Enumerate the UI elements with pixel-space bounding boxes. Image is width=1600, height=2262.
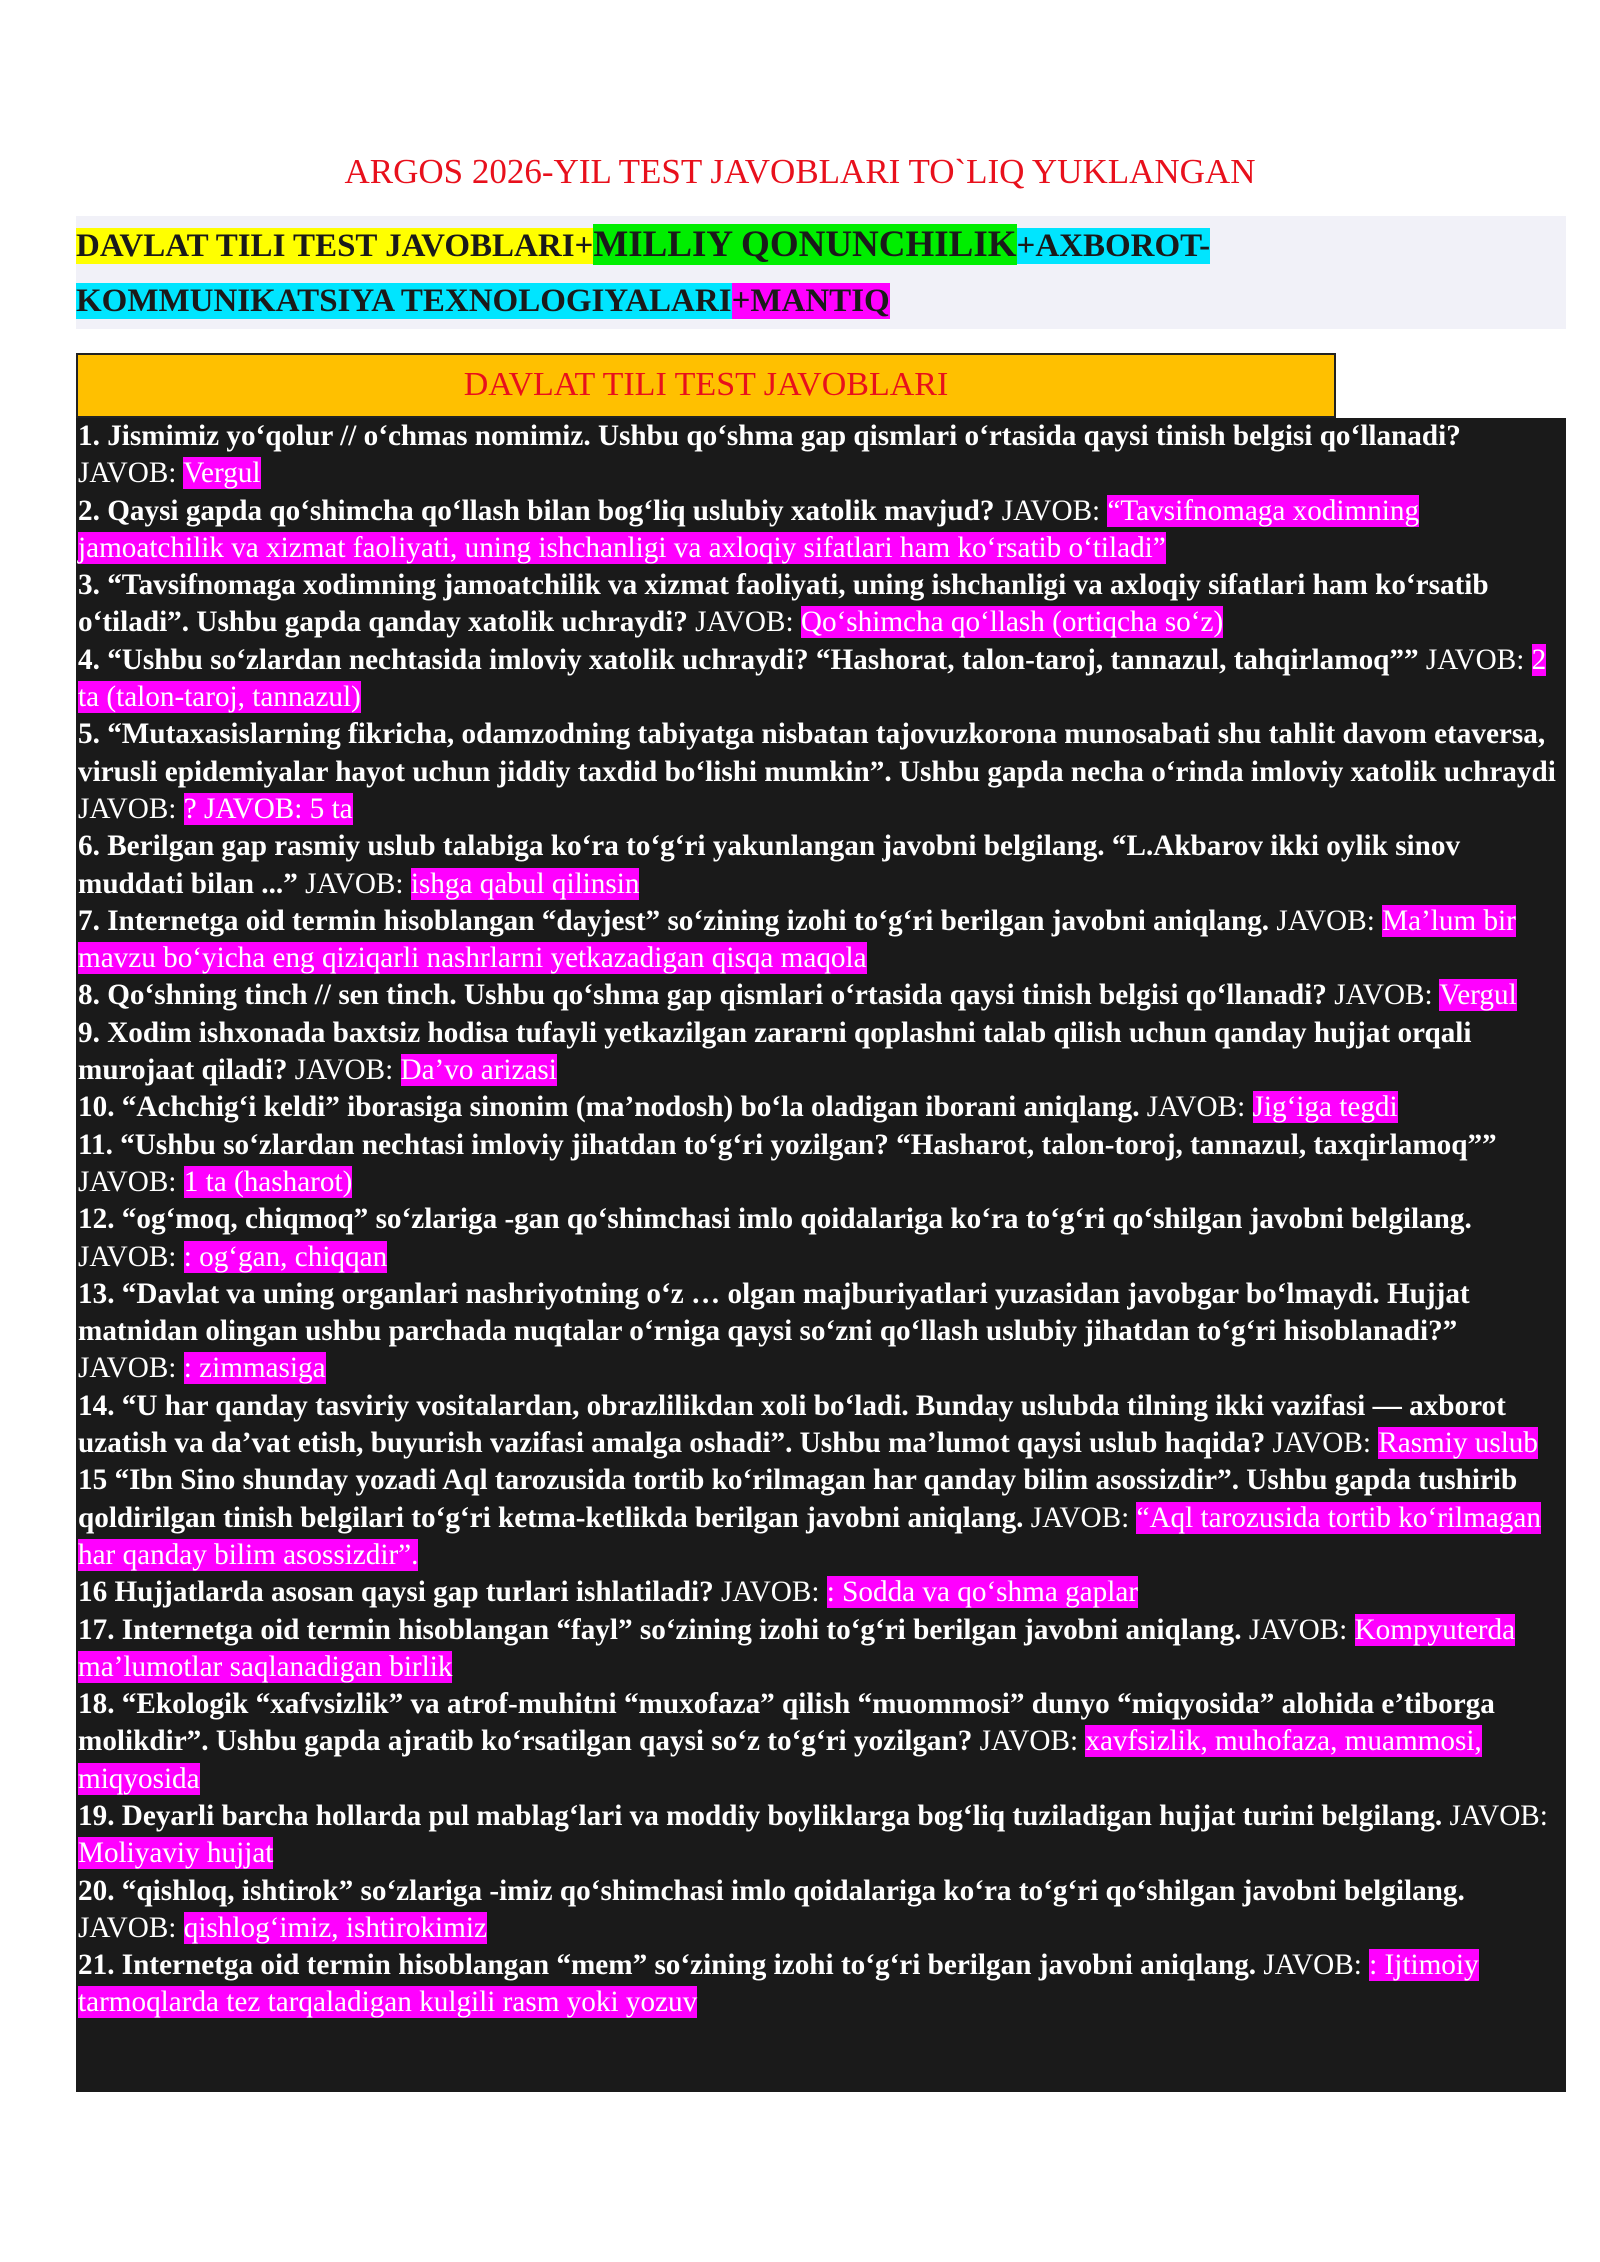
answer-text: “Aql tarozusida tortib ko‘rilmagan har qanday bilim asossizdir”. <box>78 1501 1541 1571</box>
qa-item <box>78 1612 1562 1687</box>
question-text: 10. “Achchig‘i keldi” iborasiga sinonim (ma’nodosh) bo‘la oladigan iborani aniqlang. <box>78 1091 1140 1124</box>
qa-item <box>78 903 1562 978</box>
answer-text: “Tavsifnomaga xodimning jamoatchilik va xizmat faoliyati, uning ishchanligi va axloqiy sifatlari ham ko‘rsatib o‘tiladi” <box>78 494 1420 564</box>
qa-item <box>78 418 1562 493</box>
question-text: 3. “Tavsifnomaga xodimning jamoatchilik va xizmat faoliyati, uning ishchanligi va axloqiy sifatlari ham ko‘rsatib o‘tiladi”. Ushbu gapda qanday xatolik uchraydi? <box>78 569 1489 639</box>
answer-label: JAVOB: <box>1272 1427 1371 1460</box>
answer-text: 1 ta (hasharot) <box>183 1165 353 1198</box>
answer-label: JAVOB: <box>78 1352 177 1385</box>
answer-label: JAVOB: <box>1001 494 1101 527</box>
qa-item <box>78 977 1562 1014</box>
qa-item <box>78 642 1562 717</box>
question-text: 11. “Ushbu so‘zlardan nechtasi imloviy jihatdan to‘g‘ri yozilgan? “Hasharot, talon-toroj, tannazul, taxqirlamoq”” <box>78 1128 1497 1161</box>
answer-text: Qo‘shimcha qo‘llash (ortiqcha so‘z) <box>800 606 1224 639</box>
qa-item <box>78 1686 1562 1798</box>
answer-label: JAVOB: <box>1425 643 1525 676</box>
answer-text: Kompyuterda ma’lumotlar saqlanadigan birlik <box>78 1613 1516 1683</box>
answer-text: Rasmiy uslub <box>1378 1427 1538 1460</box>
qa-item <box>78 1201 1562 1276</box>
qa-item <box>78 716 1562 828</box>
qa-item <box>78 1574 1562 1611</box>
question-text: 6. Berilgan gap rasmiy uslub talabiga ko‘ra to‘g‘ri yakunlangan javobni belgilang. “L.Akbarov ikki oylik sinov muddati bilan ...” <box>78 830 1461 900</box>
answer-text: : Ijtimoiy tarmoqlarda tez tarqaladigan kulgili rasm yoki yozuv <box>78 1949 1479 2019</box>
answer-label: JAVOB: <box>1030 1501 1130 1534</box>
document-title: ARGOS 2026-YIL TEST JAVOBLARI TO`LIQ YUKLANGAN <box>344 152 1256 191</box>
qa-item <box>78 1947 1562 2022</box>
qa-item <box>78 1462 1562 1574</box>
question-text: 7. Internetga oid termin hisoblangan “dayjest” so‘zining izohi to‘g‘ri berilgan javobni aniqlang. <box>78 904 1270 937</box>
answer-label: JAVOB: <box>979 1725 1079 1758</box>
answer-text: Vergul <box>183 457 261 490</box>
qa-item <box>78 828 1562 903</box>
qa-item <box>78 1127 1562 1202</box>
question-text: 4. “Ushbu so‘zlardan nechtasida imloviy xatolik uchraydi? “Hashorat, talon-taroj, tannazul, tahqirlamoq”” <box>78 643 1419 676</box>
answers-block <box>76 418 1566 2092</box>
question-text: 15 “Ibn Sino shunday yozadi Aql tarozusida tortib ko‘rilmagan har qanday bilim asossizdir”. Ushbu gapda tushirib qoldirilgan tinish belgilari to‘g‘ri ketma-ketlikda berilgan javobni aniqlang. <box>78 1464 1518 1534</box>
banner-axborot: +AXBOROT- <box>1016 228 1211 264</box>
qa-item <box>78 1276 1562 1388</box>
question-text: 5. “Mutaxasislarning fikricha, odamzodning tabiyatga nisbatan tajovuzkorona munosabati shu tahlit davom etaversa, virusli epidemiyalar hayot uchun jiddiy taxdid bo‘lishi mumkin”. Ushbu gapda necha o‘rinda imloviy xatolik uchraydi <box>78 718 1556 788</box>
answer-text: ishga qabul qilinsin <box>410 867 640 900</box>
question-text: 13. “Davlat va uning organlari nashriyotning o‘z … olgan majburiyatlari yuzasidan javobgar bo‘lmaydi. Hujjat matnidan olingan ushbu parchada nuqtalar o‘rniga qaysi so‘zni qo‘llash uslubiy jihatdan to‘g‘ri hisoblanadi?” <box>78 1277 1470 1348</box>
qa-item <box>78 1798 1562 1873</box>
question-text: 14. “U har qanday tasviriy vositalardan, obrazlilikdan xoli bo‘ladi. Bunday uslubda tilning ikki vazifasi — axborot uzatish va da’vat etish, buyurish vazifasi amalga oshadi”. Ushbu ma’lumot qaysi uslub haqida? <box>78 1389 1506 1460</box>
question-text: 2. Qaysi gapda qo‘shimcha qo‘llash bilan bog‘liq uslubiy xatolik mavjud? <box>78 494 995 527</box>
banner-row-2 <box>76 274 1566 330</box>
answer-label: JAVOB: <box>1146 1091 1246 1124</box>
qa-item <box>78 1015 1562 1090</box>
answer-label: JAVOB: <box>1248 1613 1348 1646</box>
answer-label: JAVOB: <box>1449 1799 1548 1832</box>
banner-mantiq: +MANTIQ <box>731 283 890 319</box>
question-text: 1. Jismimiz yo‘qolur // o‘chmas nomimiz. Ushbu qo‘shma gap qismlari o‘rtasida qaysi tinish belgisi qo‘llanadi? <box>78 420 1461 452</box>
answer-label: JAVOB: <box>294 1054 394 1087</box>
answer-text: xavfsizlik, muhofaza, muammosi, miqyosida <box>78 1725 1482 1795</box>
question-text: 17. Internetga oid termin hisoblangan “fayl” so‘zining izohi to‘g‘ri berilgan javobni aniqlang. <box>78 1613 1242 1646</box>
answer-label: JAVOB: <box>305 867 404 900</box>
question-text: 18. “Ekologik “xafvsizlik” va atrof-muhitni “muxofaza” qilish “muommosi” dunyo “miqyosida” alohida e’tiborga molikdir”. Ushbu gapda ajratib ko‘rsatilgan qaysi so‘z to‘g‘ri yozilgan? <box>78 1688 1495 1758</box>
answer-label: JAVOB: <box>78 792 177 825</box>
answer-label: JAVOB: <box>1334 979 1433 1012</box>
qa-item <box>78 493 1562 568</box>
question-text: 16 Hujjatlarda asosan qaysi gap turlari ishlatiladi? <box>78 1576 714 1609</box>
answer-text: : og‘gan, chiqqan <box>183 1240 388 1273</box>
answer-text: : zimmasiga <box>183 1352 326 1385</box>
question-text: 8. Qo‘shning tinch // sen tinch. Ushbu qo‘shma gap qismlari o‘rtasida qaysi tinish belgisi qo‘llanadi? <box>78 979 1327 1012</box>
answer-text: ? JAVOB: 5 ta <box>183 792 353 825</box>
question-text: 12. “og‘moq, chiqmoq” so‘zlariga -gan qo‘shimchasi imlo qoidalariga ko‘ra to‘g‘ri qo‘shilgan javobni belgilang. <box>78 1203 1472 1236</box>
answer-label: JAVOB: <box>78 1911 177 1944</box>
answer-text: Da’vo arizasi <box>400 1054 557 1087</box>
answer-text: Jig‘iga tegdi <box>1252 1091 1398 1124</box>
subjects-banner <box>76 216 1566 329</box>
answer-text: Moliyaviy hujjat <box>78 1837 274 1870</box>
answer-text: qishlog‘imiz, ishtirokimiz <box>183 1911 487 1944</box>
question-text: 20. “qishloq, ishtirok” so‘zlariga -imiz qo‘shimchasi imlo qoidalariga ko‘ra to‘g‘ri qo‘shilgan javobni belgilang. <box>78 1874 1465 1907</box>
answer-text: 2 ta (talon-taroj, tannazul) <box>78 643 1547 714</box>
qa-item <box>78 1873 1562 1948</box>
banner-milliy-qonunchilik: MILLIY QONUNCHILIK <box>593 224 1017 265</box>
answer-label: JAVOB: <box>695 606 794 639</box>
qa-item <box>78 1089 1562 1126</box>
banner-kommunikatsiya: KOMMUNIKATSIYA TEXNOLOGIYALARI <box>76 283 732 319</box>
answer-label: JAVOB: <box>1276 904 1375 937</box>
answer-label: JAVOB: <box>721 1576 820 1609</box>
answer-text: Ma’lum bir mavzu bo‘yicha eng qiziqarli nashrlarni yetkazadigan qisqa maqola <box>78 904 1516 975</box>
section-header: DAVLAT TILI TEST JAVOBLARI <box>76 353 1336 418</box>
answer-label: JAVOB: <box>78 1240 177 1273</box>
qa-item <box>78 567 1562 642</box>
question-text: 9. Xodim ishxonada baxtsiz hodisa tufayli yetkazilgan zararni qoplashni talab qilish uchun qanday hujjat orqali murojaat qiladi? <box>78 1016 1472 1087</box>
question-text: 21. Internetga oid termin hisoblangan “mem” so‘zining izohi to‘g‘ri berilgan javobni aniqlang. <box>78 1949 1257 1982</box>
answer-text: Vergul <box>1439 979 1517 1012</box>
banner-row-1 <box>76 218 1566 274</box>
banner-davlat-tili: DAVLAT TILI TEST JAVOBLARI+ <box>76 228 594 264</box>
qa-item <box>78 1388 1562 1463</box>
answer-text: : Sodda va qo‘shma gaplar <box>826 1576 1139 1609</box>
answer-label: JAVOB: <box>78 1165 177 1198</box>
answer-label: JAVOB: <box>1263 1949 1362 1982</box>
answer-label: JAVOB: <box>78 457 177 490</box>
question-text: 19. Deyarli barcha hollarda pul mablag‘lari va moddiy boyliklarga bog‘liq tuziladigan hujjat turini belgilang. <box>78 1799 1443 1832</box>
